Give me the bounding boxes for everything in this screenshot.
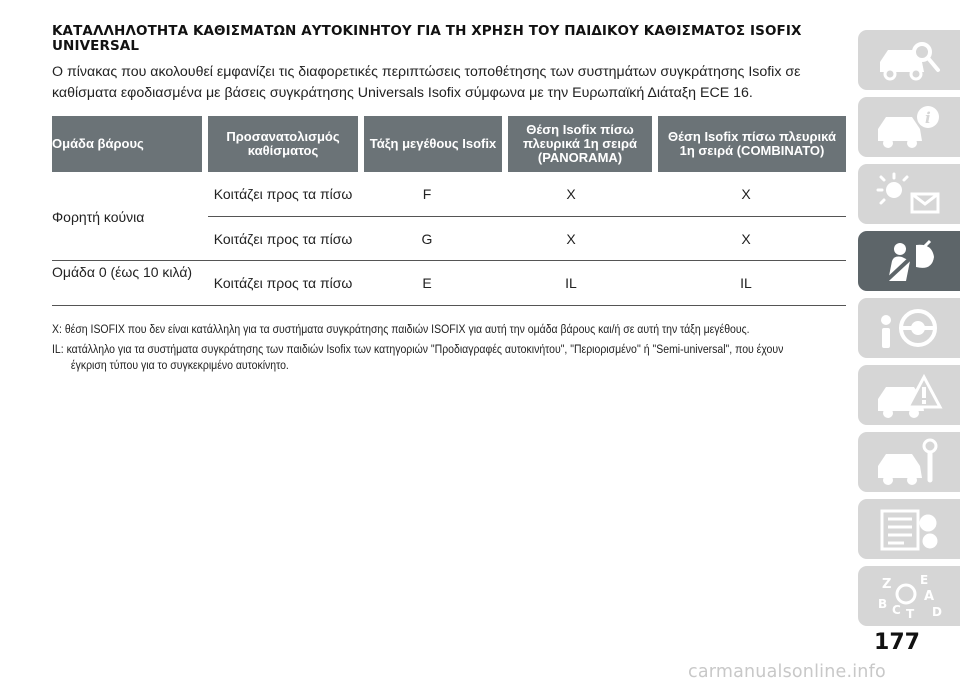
sidebar-tab-technical-data[interactable] bbox=[858, 499, 960, 559]
table-header bbox=[52, 116, 846, 172]
car-info-icon bbox=[872, 101, 946, 153]
chapter-sidebar bbox=[858, 30, 960, 633]
combinato-cell: IL bbox=[740, 275, 752, 291]
orientation-cell: Κοιτάζει προς τα πίσω bbox=[213, 275, 353, 291]
note-il-line1: IL: κατάλληλο για τα συστήματα συγκράτησης των παιδιών Isofix των κατηγοριών "Προδιαγραφές αυτοκινήτου", "Περιορισμένο'' ή "Semi-universal", που έχουν bbox=[52, 342, 784, 356]
note-il bbox=[52, 341, 843, 373]
isofix-suitability-table bbox=[52, 116, 846, 306]
header-seat-orientation: Προσανατολισμός καθίσματος bbox=[208, 116, 358, 172]
page-number: 177 bbox=[874, 630, 920, 655]
warning-lights-icon bbox=[872, 168, 946, 220]
header-combinato: Θέση Isofix πίσω πλευρικά 1η σειρά (COMBINATO) bbox=[658, 116, 846, 172]
size-class-cell: G bbox=[421, 230, 433, 247]
orientation-cell: Κοιτάζει προς τα πίσω bbox=[213, 186, 353, 202]
group-label: Ομάδα 0 (έως 10 κιλά) bbox=[52, 264, 193, 280]
panorama-cell: IL bbox=[565, 275, 577, 291]
note-x: X: θέση ISOFIX που δεν είναι κατάλληλη για τα συστήματα συγκράτησης παιδιών ISOFIX για αυτή την ομάδα βάρους και/ή σε αυτή την τάξη μεγέθους. bbox=[52, 322, 750, 336]
svg-text:Z: Z bbox=[882, 577, 892, 592]
table-row bbox=[208, 172, 846, 216]
sidebar-tab-safety[interactable] bbox=[858, 231, 960, 291]
note-il-line2: έγκριση τύπου για το συγκεκριμένο αυτοκίνητο. bbox=[70, 358, 289, 372]
table-group-carrycot bbox=[52, 172, 846, 261]
panorama-cell: X bbox=[566, 230, 576, 247]
sidebar-tab-starting-driving[interactable] bbox=[858, 298, 960, 358]
svg-text:E: E bbox=[920, 573, 929, 587]
group-label: Φορητή κούνια bbox=[52, 209, 145, 225]
sidebar-tab-index[interactable] bbox=[858, 566, 960, 626]
size-class-cell: E bbox=[422, 275, 432, 291]
svg-text:T: T bbox=[906, 607, 915, 621]
size-class-cell: F bbox=[422, 186, 432, 202]
intro-paragraph: Ο πίνακας που ακολουθεί εμφανίζει τις διαφορετικές περιπτώσεις τοποθέτησης των συστημάτων συγκράτησης Isofix σε καθίσματα εφοδιασμένα με βάσεις συγκράτησης Universals Isofix σύμφωνα με την Ευρωπαϊκή Διάταξη ECE 16. bbox=[52, 64, 801, 101]
svg-text:C: C bbox=[892, 603, 901, 617]
header-size-class: Τάξη μεγέθους Isofix bbox=[364, 116, 502, 172]
combinato-cell: X bbox=[741, 186, 751, 202]
table-row bbox=[208, 261, 846, 305]
sidebar-tab-car-search[interactable] bbox=[858, 30, 960, 90]
sidebar-tab-maintenance[interactable] bbox=[858, 432, 960, 492]
svg-text:A: A bbox=[924, 589, 935, 604]
car-emergency-icon bbox=[872, 369, 946, 421]
sidebar-tab-warning-lights[interactable] bbox=[858, 164, 960, 224]
orientation-cell: Κοιτάζει προς τα πίσω bbox=[213, 230, 353, 247]
sidebar-tab-car-info[interactable] bbox=[858, 97, 960, 157]
seatbelt-airbag-icon bbox=[872, 235, 946, 287]
alphabetical-index-icon bbox=[872, 570, 946, 622]
technical-data-icon bbox=[872, 503, 946, 555]
page-title: ΚΑΤΑΛΛΗΛΟΤΗΤΑ ΚΑΘΙΣΜΑΤΩΝ ΑΥΤΟΚΙΝΗΤΟΥ ΓΙΑ ΤΗ ΧΡΗΣΗ ΤΟΥ ΠΑΙΔΙΚΟΥ ΚΑΘΙΣΜΑΤΟΣ ISOFIX UNIVERSAL bbox=[52, 23, 802, 54]
table-notes bbox=[52, 321, 843, 377]
table-group-0 bbox=[52, 261, 846, 306]
car-search-icon bbox=[872, 34, 946, 86]
car-maintenance-icon bbox=[872, 436, 946, 488]
sidebar-tab-emergency[interactable] bbox=[858, 365, 960, 425]
header-panorama: Θέση Isofix πίσω πλευρικά 1η σειρά (PANORAMA) bbox=[508, 116, 652, 172]
combinato-cell: X bbox=[741, 230, 751, 247]
svg-text:B: B bbox=[878, 597, 888, 611]
key-steering-wheel-icon bbox=[872, 302, 946, 354]
header-weight-group: Ομάδα βάρους bbox=[52, 116, 202, 172]
table-row bbox=[208, 216, 846, 260]
svg-text:i: i bbox=[925, 109, 931, 127]
panorama-cell: X bbox=[566, 186, 576, 202]
svg-text:D: D bbox=[932, 605, 942, 619]
watermark: carmanualsonline.info bbox=[688, 662, 886, 682]
